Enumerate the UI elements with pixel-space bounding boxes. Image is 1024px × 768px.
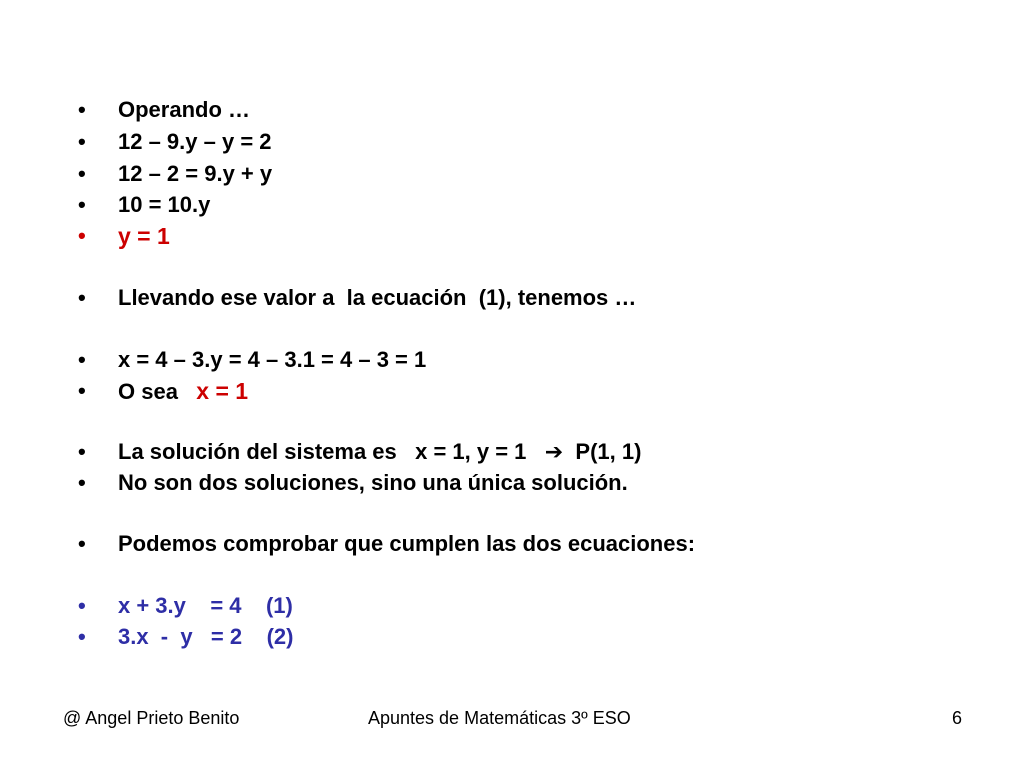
bullet-marker: •: [78, 97, 86, 122]
bullet-marker: •: [78, 531, 86, 556]
bullet-marker: •: [78, 624, 86, 649]
bullet-text-main: La solución del sistema es x = 1, y = 1: [118, 439, 545, 464]
right-arrow-icon: ➔: [544, 439, 564, 464]
bullet-marker: •: [78, 347, 86, 372]
bullet-text: 10 = 10.y: [118, 192, 211, 217]
bullet-text: Podemos comprobar que cumplen las dos ecuaciones:: [118, 531, 696, 556]
bullet-marker: •: [78, 439, 86, 464]
result-x-value: x = 1: [196, 378, 249, 404]
bullet-marker: •: [78, 192, 86, 217]
bullet-text: Llevando ese valor a la ecuación (1), tenemos …: [118, 285, 637, 310]
bullet-text-prefix: O sea: [118, 379, 197, 404]
bullet-marker: •: [78, 378, 86, 403]
bullet-text: Operando …: [118, 97, 251, 122]
bullet-marker: •: [78, 223, 86, 248]
bullet-text-suffix: P(1, 1): [563, 439, 642, 464]
bullet-text: 12 – 9.y – y = 2: [118, 129, 272, 154]
bullet-text: [118, 375, 248, 408]
bullet-marker: •: [78, 593, 86, 618]
bullet-marker: •: [78, 285, 86, 310]
bullet-marker: •: [78, 470, 86, 495]
bullet-text: y = 1: [118, 223, 170, 249]
footer-course: Apuntes de Matemáticas 3º ESO: [368, 708, 631, 728]
bullet-marker: •: [78, 129, 86, 154]
bullet-text: 12 – 2 = 9.y + y: [118, 161, 273, 186]
bullet-text: x + 3.y = 4 (1): [118, 593, 293, 618]
bullet-text: 3.x - y = 2 (2): [118, 624, 294, 649]
bullet-text: No son dos soluciones, sino una única solución.: [118, 470, 628, 495]
footer-author: @ Angel Prieto Benito: [63, 708, 240, 728]
bullet-marker: •: [78, 161, 86, 186]
bullet-text: [118, 436, 641, 468]
bullet-text: x = 4 – 3.y = 4 – 3.1 = 4 – 3 = 1: [118, 347, 427, 372]
footer-page-number: 6: [952, 708, 963, 728]
